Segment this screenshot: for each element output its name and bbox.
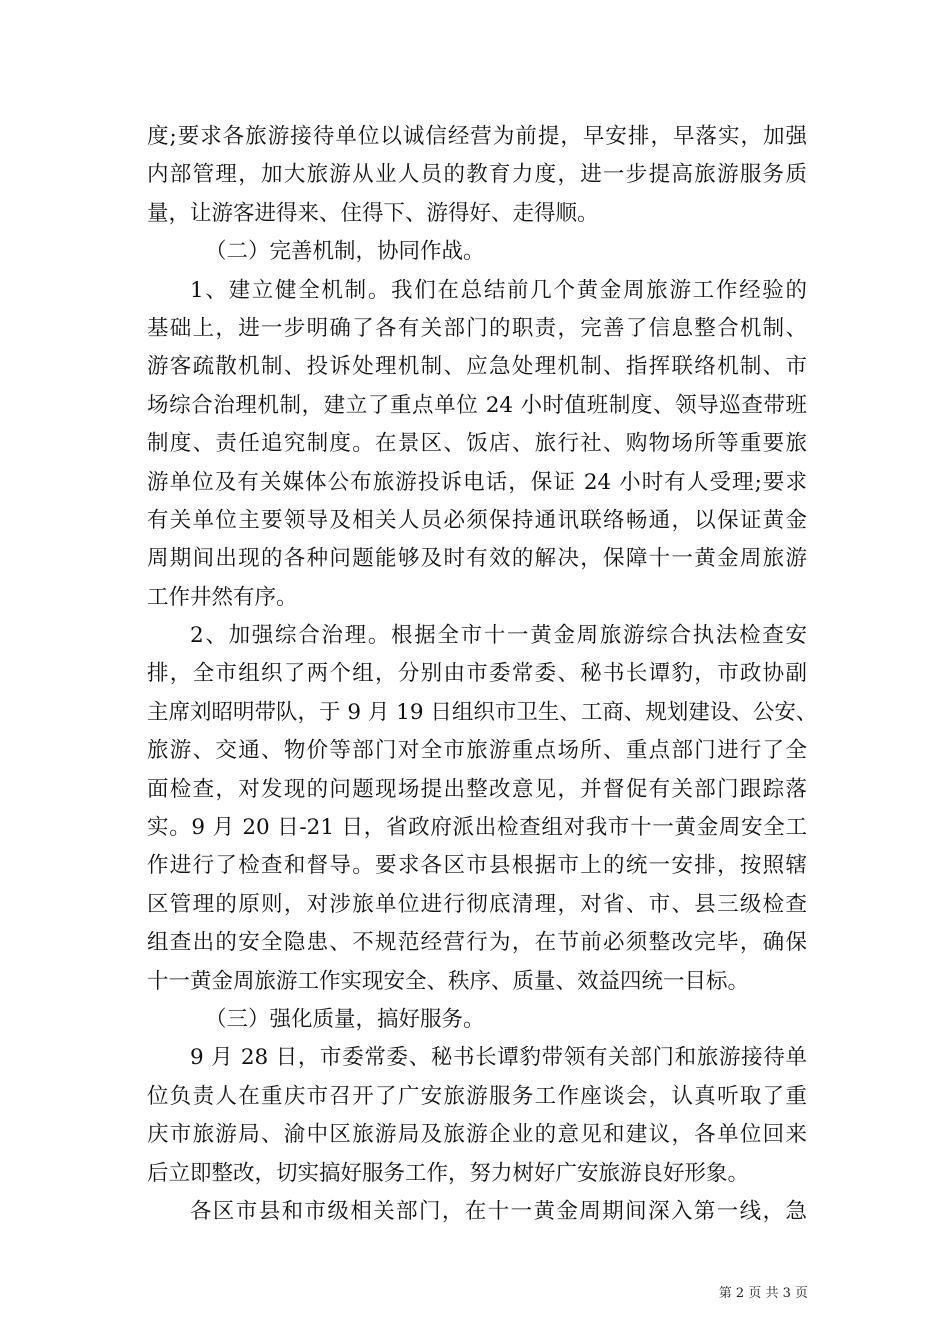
section-heading: （二）完善机制，协同作战。 [205,239,485,265]
text-line: 区管理的原则，对涉旅单位进行彻底清理，对省、市、县三级检查 [147,891,807,917]
text-line: 主席刘昭明带队，于 9 月 19 日组织市卫生、工商、规划建设、公安、 [147,699,818,725]
text-line: 周期间出现的各种问题能够及时有效的解决，保障十一黄金周旅游 [147,546,807,572]
text-line: 场综合治理机制，建立了重点单位 24 小时值班制度、领导巡查带班 [147,392,807,418]
text-line: 度;要求各旅游接待单位以诚信经营为前提，早安排，早落实，加强 [147,124,807,149]
text-line: 庆市旅游局、渝中区旅游局及旅游企业的意见和建议，各单位回来 [147,1122,807,1148]
text-line: 基础上，进一步明确了各有关部门的职责，完善了信息整合机制、 [147,315,807,341]
text-line: 后立即整改，切实搞好服务工作，努力树好广安旅游良好形象。 [147,1160,750,1186]
page-number: 第 2 页 共 3 页 [718,1286,808,1301]
text-line: 十一黄金周旅游工作实现安全、秩序、质量、效益四统一目标。 [147,968,750,994]
text-line: 各区市县和市级相关部门，在十一黄金周期间深入第一线，急 [190,1198,807,1224]
text-line: 9 月 28 日，市委常委、秘书长谭豹带领有关部门和旅游接待单 [190,1045,807,1071]
text-line: 工作井然有序。 [147,584,298,610]
text-line: 位负责人在重庆市召开了广安旅游服务工作座谈会，认真听取了重 [147,1083,807,1109]
text-line: 量，让游客进得来、住得下、游得好、走得顺。 [147,200,599,226]
document-body [147,118,818,1231]
text-line: 面检查，对发现的问题现场提出整改意见，并督促有关部门跟踪落 [147,776,807,802]
text-line: 1、建立健全机制。我们在总结前几个黄金周旅游工作经验的 [190,277,807,303]
text-line: 游客疏散机制、投诉处理机制、应急处理机制、指挥联络机制、市 [147,354,807,380]
text-line: 作进行了检查和督导。要求各区市县根据市上的统一安排，按照辖 [147,853,807,879]
text-line: 实。9 月 20 日-21 日，省政府派出检查组对我市十一黄金周安全工 [147,815,807,841]
text-line: 排，全市组织了两个组，分别由市委常委、秘书长谭豹，市政协副 [147,661,807,687]
text-line: 游单位及有关媒体公布旅游投诉电话，保证 24 小时有人受理;要求 [147,469,807,495]
text-line: 内部管理，加大旅游从业人员的教育力度，进一步提高旅游服务质 [147,162,807,188]
text-line: 组查出的安全隐患、不规范经营行为，在节前必须整改完毕，确保 [147,930,807,956]
text-line: 有关单位主要领导及相关人员必须保持通讯联络畅通，以保证黄金 [147,507,807,533]
text-line: 制度、责任追究制度。在景区、饭店、旅行社、购物场所等重要旅 [147,431,807,457]
text-line: 2、加强综合治理。根据全市十一黄金周旅游综合执法检查安 [190,623,807,649]
text-line: 旅游、交通、物价等部门对全市旅游重点场所、重点部门进行了全 [147,738,807,764]
section-heading: （三）强化质量，搞好服务。 [205,1006,485,1032]
